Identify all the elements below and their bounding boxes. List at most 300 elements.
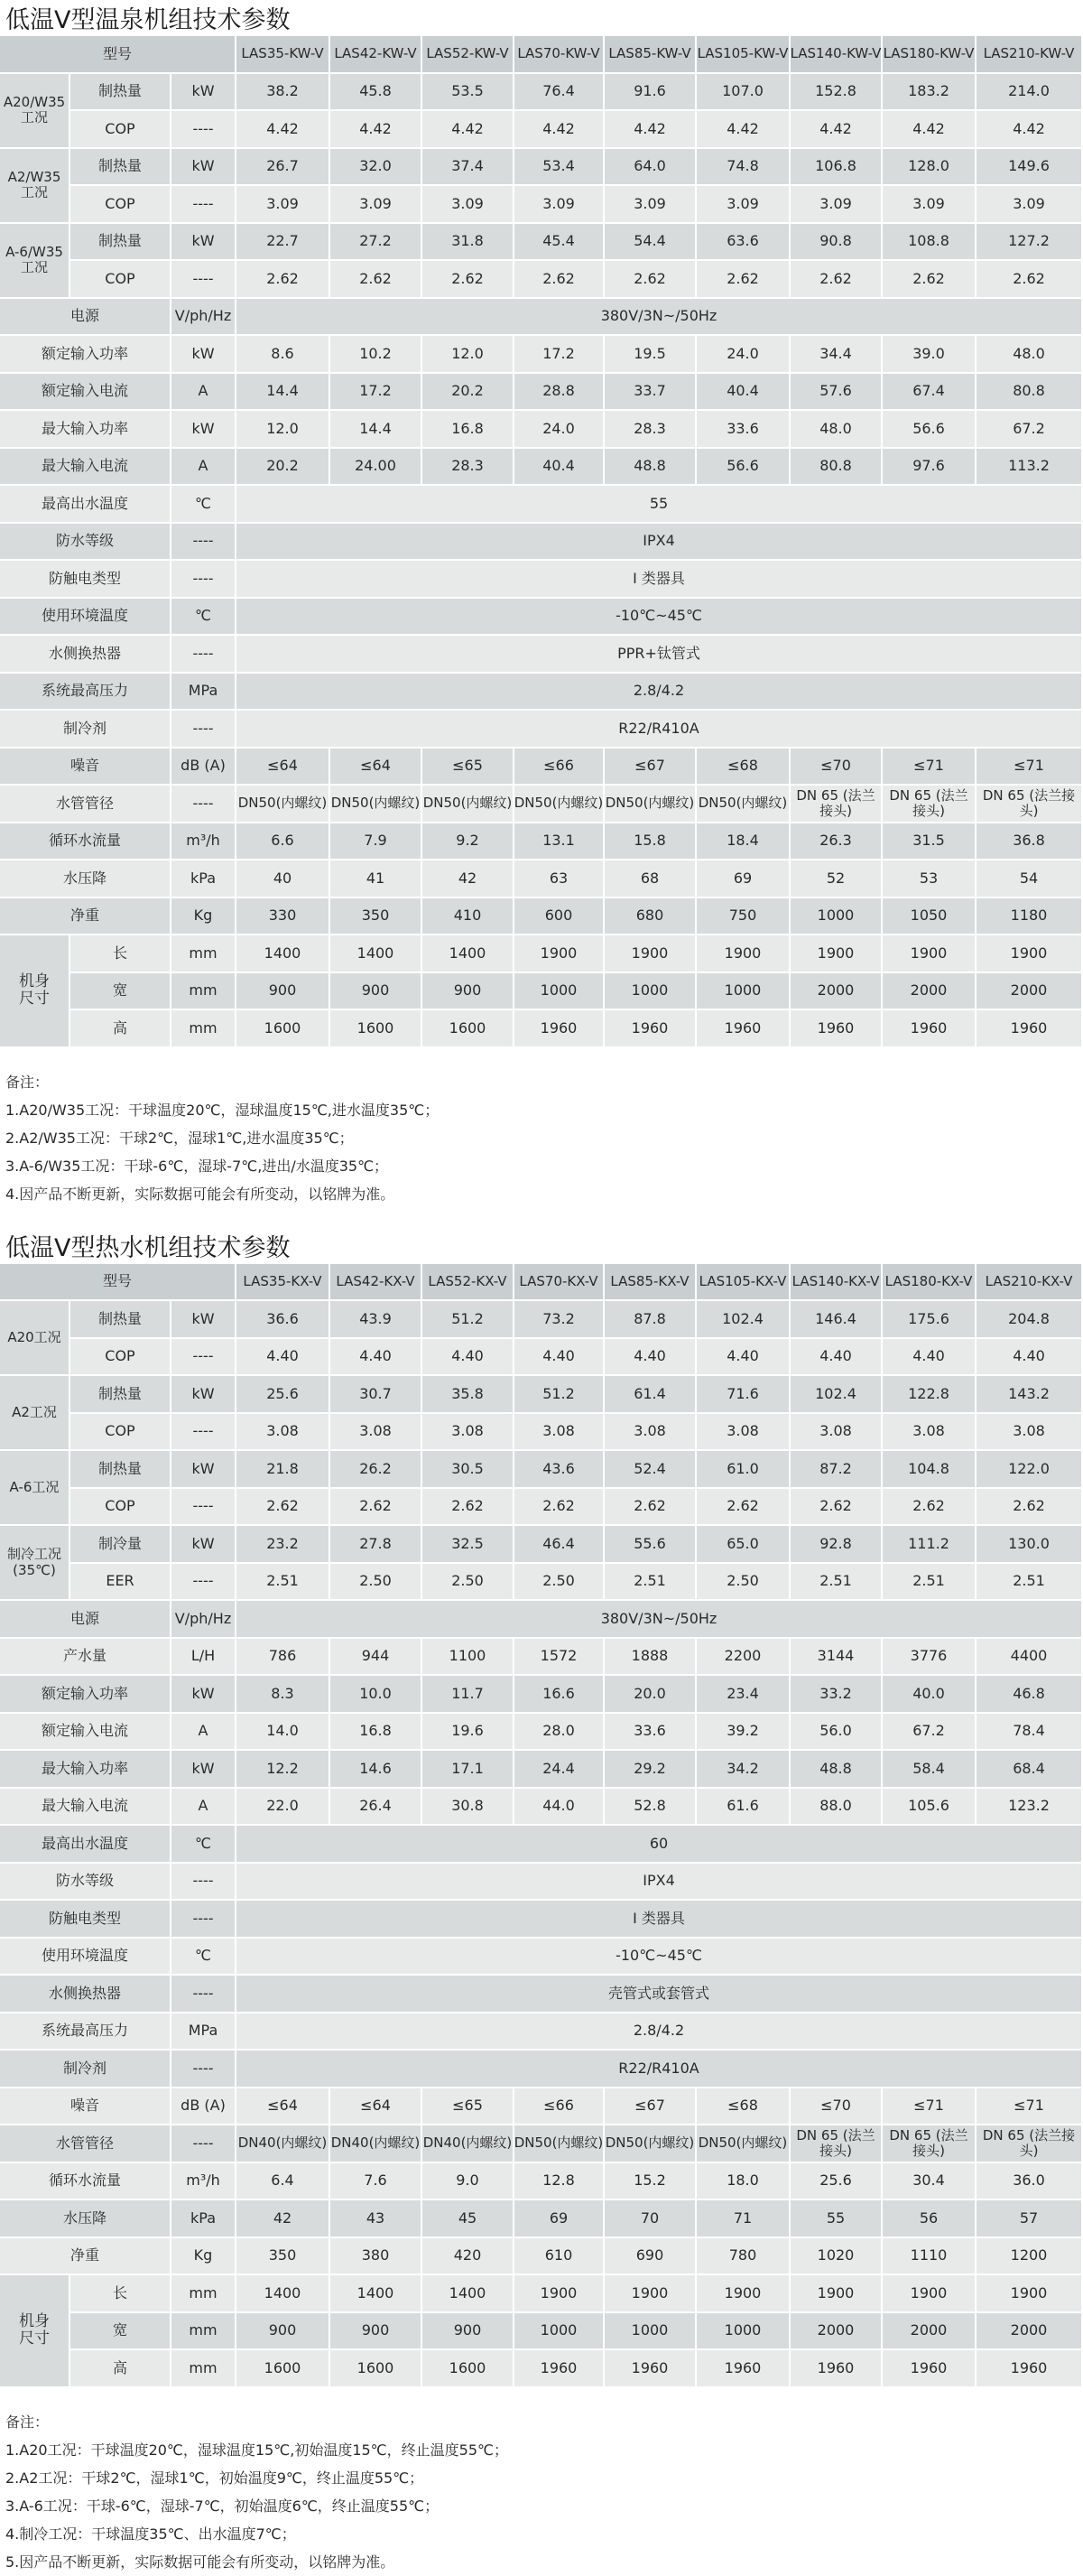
- spanned-value: R22/R410A: [236, 2051, 1083, 2087]
- value-cell: 63.6: [697, 224, 791, 260]
- value-cell: 900: [330, 2313, 422, 2349]
- table-row: [0, 2238, 1083, 2276]
- value-cell: DN 65 (法兰接头): [791, 786, 883, 822]
- model-name: LAS42-KX-V: [330, 1264, 422, 1300]
- value-cell: 107.0: [697, 74, 791, 110]
- table-row: [0, 299, 1083, 337]
- value-cell: 4.42: [977, 111, 1083, 147]
- row-unit: kW: [171, 411, 236, 447]
- value-cell: 4.42: [697, 111, 791, 147]
- value-cell: ≤65: [422, 2088, 514, 2125]
- value-cell: 71.6: [697, 1376, 791, 1412]
- value-cell: 1900: [883, 935, 977, 972]
- row-label: COP: [70, 1414, 171, 1450]
- table1-notes: [5, 1068, 439, 1208]
- row-label: 净重: [0, 898, 171, 935]
- value-cell: 1960: [791, 1010, 883, 1046]
- value-cell: 25.6: [236, 1376, 330, 1412]
- model-name: LAS210-KW-V: [977, 36, 1083, 72]
- value-cell: 3.09: [791, 186, 883, 222]
- row-label: 宽: [70, 2313, 171, 2349]
- value-cell: 3.09: [883, 186, 977, 222]
- row-unit: ----: [171, 2125, 236, 2162]
- value-cell: 4.40: [791, 1339, 883, 1375]
- value-cell: 10.2: [330, 336, 422, 372]
- table-row: [0, 449, 1083, 487]
- value-cell: 56.6: [883, 411, 977, 447]
- value-cell: 31.8: [422, 224, 514, 260]
- row-unit: kW: [171, 336, 236, 372]
- row-label: 最大输入功率: [0, 411, 171, 447]
- value-cell: 3.08: [422, 1414, 514, 1450]
- condition-group-label: A-6/W35工况: [0, 224, 70, 297]
- value-cell: 610: [514, 2238, 605, 2274]
- spanned-value: 380V/3N~/50Hz: [236, 1601, 1083, 1637]
- value-cell: 1400: [236, 2275, 330, 2311]
- value-cell: ≤67: [605, 749, 697, 785]
- value-cell: 35.8: [422, 1376, 514, 1412]
- value-cell: 2.62: [977, 261, 1083, 297]
- value-cell: 1050: [883, 898, 977, 935]
- row-unit: mm: [171, 2275, 236, 2311]
- row-label: COP: [70, 1339, 171, 1375]
- row-label: COP: [70, 1489, 171, 1525]
- value-cell: ≤67: [605, 2088, 697, 2125]
- value-cell: 43.6: [514, 1451, 605, 1487]
- value-cell: 1110: [883, 2238, 977, 2274]
- value-cell: 36.8: [977, 823, 1083, 860]
- value-cell: 2.50: [697, 1564, 791, 1600]
- table2-table: [0, 1264, 1083, 2388]
- row-label: 防触电类型: [0, 1901, 171, 1937]
- value-cell: 3.08: [977, 1414, 1083, 1450]
- value-cell: 73.2: [514, 1301, 605, 1337]
- row-unit: ----: [171, 711, 236, 747]
- model-name: LAS210-KX-V: [977, 1264, 1083, 1300]
- row-unit: L/H: [171, 1639, 236, 1675]
- row-unit: ----: [171, 1564, 236, 1600]
- value-cell: 12.0: [236, 411, 330, 447]
- value-cell: ≤70: [791, 749, 883, 785]
- value-cell: DN40(内螺纹): [236, 2125, 330, 2162]
- value-cell: 1600: [236, 1010, 330, 1046]
- value-cell: 2.62: [883, 1489, 977, 1525]
- value-cell: 26.2: [330, 1451, 422, 1487]
- value-cell: DN50(内螺纹): [236, 786, 330, 822]
- size-group-label: 机身尺寸: [0, 935, 70, 1046]
- value-cell: 74.8: [697, 149, 791, 185]
- table-row: [0, 1301, 1083, 1339]
- note-line: 5.因产品不断更新，实际数据可能会有所变动，以铭牌为准。: [5, 2553, 395, 2571]
- value-cell: 45: [422, 2200, 514, 2237]
- value-cell: 1900: [883, 2275, 977, 2311]
- value-cell: ≤71: [883, 2088, 977, 2125]
- value-cell: 32.0: [330, 149, 422, 185]
- note-line: 3.A-6/W35工况：干球-6℃，湿球-7℃,进出/水温度35℃；: [5, 1157, 389, 1175]
- value-cell: 39.0: [883, 336, 977, 372]
- value-cell: DN50(内螺纹): [697, 786, 791, 822]
- value-cell: 944: [330, 1639, 422, 1675]
- row-unit: ----: [171, 561, 236, 597]
- value-cell: 45.4: [514, 224, 605, 260]
- value-cell: 128.0: [883, 149, 977, 185]
- value-cell: 13.1: [514, 823, 605, 860]
- condition-group-label: 制冷工况(35℃): [0, 1526, 70, 1599]
- value-cell: 27.2: [330, 224, 422, 260]
- value-cell: 2.62: [791, 261, 883, 297]
- table-row: [0, 1714, 1083, 1752]
- value-cell: 67.2: [883, 1714, 977, 1750]
- table-row: [0, 1564, 1083, 1602]
- value-cell: 30.8: [422, 1789, 514, 1825]
- value-cell: 33.2: [791, 1676, 883, 1712]
- value-cell: 48.0: [977, 336, 1083, 372]
- value-cell: 2.62: [697, 1489, 791, 1525]
- table-row: [0, 599, 1083, 637]
- value-cell: DN50(内螺纹): [422, 786, 514, 822]
- value-cell: 152.8: [791, 74, 883, 110]
- model-name: LAS105-KX-V: [697, 1264, 791, 1300]
- value-cell: DN50(内螺纹): [330, 786, 422, 822]
- value-cell: 15.2: [605, 2163, 697, 2199]
- value-cell: 111.2: [883, 1526, 977, 1562]
- row-unit: kW: [171, 74, 236, 110]
- value-cell: 68: [605, 860, 697, 897]
- table-row: [0, 2163, 1083, 2201]
- value-cell: 32.5: [422, 1526, 514, 1562]
- value-cell: 750: [697, 898, 791, 935]
- row-unit: ----: [171, 186, 236, 222]
- value-cell: DN40(内螺纹): [330, 2125, 422, 2162]
- value-cell: 2.51: [236, 1564, 330, 1600]
- value-cell: 2.62: [697, 261, 791, 297]
- model-name: LAS85-KW-V: [605, 36, 697, 72]
- value-cell: DN50(内螺纹): [514, 2125, 605, 2162]
- value-cell: 600: [514, 898, 605, 935]
- table-row: [0, 1376, 1083, 1414]
- value-cell: 14.4: [236, 374, 330, 410]
- row-unit: kW: [171, 1376, 236, 1412]
- value-cell: 1888: [605, 1639, 697, 1675]
- value-cell: 3.09: [236, 186, 330, 222]
- value-cell: 1900: [791, 935, 883, 972]
- row-label: 最大输入电流: [0, 1789, 171, 1825]
- value-cell: ≤64: [330, 749, 422, 785]
- value-cell: 56.6: [697, 449, 791, 485]
- value-cell: 22.0: [236, 1789, 330, 1825]
- value-cell: 1960: [791, 2350, 883, 2386]
- note-line: 4.因产品不断更新，实际数据可能会有所变动，以铭牌为准。: [5, 1185, 395, 1203]
- note-line: 备注：: [5, 1073, 50, 1091]
- table-row: [0, 111, 1083, 149]
- table-row: [0, 711, 1083, 749]
- table-row: [0, 1489, 1083, 1527]
- value-cell: 16.8: [422, 411, 514, 447]
- row-label: 净重: [0, 2238, 171, 2274]
- table-row: [0, 786, 1083, 823]
- value-cell: 786: [236, 1639, 330, 1675]
- row-unit: ----: [171, 786, 236, 822]
- value-cell: 15.8: [605, 823, 697, 860]
- value-cell: 43.9: [330, 1301, 422, 1337]
- value-cell: 68.4: [977, 1751, 1083, 1787]
- table-row: [0, 224, 1083, 262]
- value-cell: 106.8: [791, 149, 883, 185]
- value-cell: 87.8: [605, 1301, 697, 1337]
- row-label: COP: [70, 261, 171, 297]
- condition-group-label: A20/W35工况: [0, 74, 70, 147]
- value-cell: 2.62: [422, 1489, 514, 1525]
- model-name: LAS52-KX-V: [422, 1264, 514, 1300]
- row-label: 长: [70, 2275, 171, 2311]
- table-row: [0, 1639, 1083, 1677]
- value-cell: 1400: [236, 935, 330, 972]
- spanned-value: -10℃~45℃: [236, 599, 1083, 635]
- model-name: LAS35-KW-V: [236, 36, 330, 72]
- row-label: EER: [70, 1564, 171, 1600]
- value-cell: DN50(内螺纹): [605, 2125, 697, 2162]
- value-cell: 7.6: [330, 2163, 422, 2199]
- spanned-value: 55: [236, 486, 1083, 522]
- value-cell: 4.42: [514, 111, 605, 147]
- table-row: [0, 2013, 1083, 2051]
- value-cell: 2.62: [514, 1489, 605, 1525]
- row-label: 制热量: [70, 224, 171, 260]
- value-cell: 2.62: [791, 1489, 883, 1525]
- value-cell: 1960: [883, 1010, 977, 1046]
- value-cell: 1960: [605, 1010, 697, 1046]
- table-row: [0, 149, 1083, 187]
- row-unit: ℃: [171, 486, 236, 522]
- value-cell: 24.0: [514, 411, 605, 447]
- value-cell: 1600: [330, 1010, 422, 1046]
- value-cell: 183.2: [883, 74, 977, 110]
- value-cell: 380: [330, 2238, 422, 2274]
- table-row: [0, 1939, 1083, 1976]
- row-label: 水压降: [0, 860, 171, 897]
- value-cell: 87.2: [791, 1451, 883, 1487]
- table-row: [0, 1864, 1083, 1902]
- table-row: [0, 973, 1083, 1011]
- value-cell: 25.6: [791, 2163, 883, 2199]
- value-cell: 10.0: [330, 1676, 422, 1712]
- value-cell: ≤66: [514, 749, 605, 785]
- table-row: [0, 1526, 1083, 1564]
- value-cell: 76.4: [514, 74, 605, 110]
- value-cell: DN50(内螺纹): [697, 2125, 791, 2162]
- table-row: [0, 2313, 1083, 2351]
- value-cell: 2.50: [330, 1564, 422, 1600]
- row-label: 防水等级: [0, 1864, 171, 1900]
- value-cell: 1960: [977, 2350, 1083, 2386]
- row-unit: Kg: [171, 2238, 236, 2274]
- row-label: 最大输入电流: [0, 449, 171, 485]
- row-unit: m³/h: [171, 2163, 236, 2199]
- value-cell: 97.6: [883, 449, 977, 485]
- value-cell: 4.42: [791, 111, 883, 147]
- model-name: LAS105-KW-V: [697, 36, 791, 72]
- value-cell: DN 65 (法兰接头): [883, 2125, 977, 2162]
- value-cell: 108.8: [883, 224, 977, 260]
- value-cell: ≤68: [697, 749, 791, 785]
- row-unit: mm: [171, 1010, 236, 1046]
- value-cell: 12.0: [422, 336, 514, 372]
- value-cell: 57: [977, 2200, 1083, 2237]
- value-cell: 23.2: [236, 1526, 330, 1562]
- value-cell: 12.2: [236, 1751, 330, 1787]
- value-cell: 4.42: [330, 111, 422, 147]
- value-cell: 48.8: [791, 1751, 883, 1787]
- row-unit: V/ph/Hz: [171, 299, 236, 335]
- value-cell: 18.4: [697, 823, 791, 860]
- row-label: 系统最高压力: [0, 674, 171, 710]
- row-unit: kW: [171, 1751, 236, 1787]
- table-row: [0, 1826, 1083, 1864]
- value-cell: 900: [422, 2313, 514, 2349]
- value-cell: 4.40: [605, 1339, 697, 1375]
- table-row: [0, 2088, 1083, 2126]
- value-cell: 2.62: [330, 261, 422, 297]
- row-unit: A: [171, 374, 236, 410]
- value-cell: 4.40: [697, 1339, 791, 1375]
- value-cell: 28.8: [514, 374, 605, 410]
- value-cell: 330: [236, 898, 330, 935]
- value-cell: 6.4: [236, 2163, 330, 2199]
- table-row: [0, 2275, 1083, 2313]
- value-cell: 56: [883, 2200, 977, 2237]
- row-label: 额定输入功率: [0, 336, 171, 372]
- value-cell: 26.7: [236, 149, 330, 185]
- spanned-value: I 类器具: [236, 561, 1083, 597]
- value-cell: 1020: [791, 2238, 883, 2274]
- value-cell: 6.6: [236, 823, 330, 860]
- spanned-value: R22/R410A: [236, 711, 1083, 747]
- row-label: 制热量: [70, 1376, 171, 1412]
- value-cell: DN 65 (法兰接头): [977, 786, 1083, 822]
- row-label: 制热量: [70, 1301, 171, 1337]
- table-row: [0, 524, 1083, 562]
- value-cell: 146.4: [791, 1301, 883, 1337]
- value-cell: ≤71: [977, 749, 1083, 785]
- model-name: LAS180-KW-V: [883, 36, 977, 72]
- row-label: 水管管径: [0, 2125, 171, 2162]
- row-unit: A: [171, 1789, 236, 1825]
- value-cell: 2.62: [977, 1489, 1083, 1525]
- value-cell: 78.4: [977, 1714, 1083, 1750]
- value-cell: ≤64: [236, 2088, 330, 2125]
- value-cell: 1572: [514, 1639, 605, 1675]
- table-row: [0, 2125, 1083, 2163]
- table-row: [0, 749, 1083, 786]
- value-cell: 21.8: [236, 1451, 330, 1487]
- value-cell: 54: [977, 860, 1083, 897]
- value-cell: 130.0: [977, 1526, 1083, 1562]
- row-unit: kW: [171, 1451, 236, 1487]
- condition-group-label: A2/W35工况: [0, 149, 70, 222]
- value-cell: 4.40: [330, 1339, 422, 1375]
- value-cell: 1180: [977, 898, 1083, 935]
- value-cell: 33.7: [605, 374, 697, 410]
- value-cell: 2.62: [236, 1489, 330, 1525]
- size-group-label: 机身尺寸: [0, 2275, 70, 2386]
- row-label: 最高出水温度: [0, 1826, 171, 1862]
- value-cell: 92.8: [791, 1526, 883, 1562]
- value-cell: 46.8: [977, 1676, 1083, 1712]
- value-cell: 41: [330, 860, 422, 897]
- row-unit: kW: [171, 149, 236, 185]
- note-line: 备注：: [5, 2413, 50, 2431]
- value-cell: 1900: [697, 2275, 791, 2311]
- value-cell: 2.62: [605, 261, 697, 297]
- value-cell: 42: [422, 860, 514, 897]
- value-cell: 3.09: [422, 186, 514, 222]
- value-cell: 40.4: [697, 374, 791, 410]
- table1-table: [0, 36, 1083, 1048]
- value-cell: 1960: [697, 2350, 791, 2386]
- value-cell: 3.08: [697, 1414, 791, 1450]
- value-cell: 91.6: [605, 74, 697, 110]
- table-row: [0, 1451, 1083, 1489]
- value-cell: 1000: [605, 2313, 697, 2349]
- value-cell: 20.2: [422, 374, 514, 410]
- row-label: COP: [70, 111, 171, 147]
- value-cell: 680: [605, 898, 697, 935]
- value-cell: 23.4: [697, 1676, 791, 1712]
- row-label: COP: [70, 186, 171, 222]
- row-label: 水管管径: [0, 786, 171, 822]
- row-label: 制热量: [70, 74, 171, 110]
- value-cell: 38.2: [236, 74, 330, 110]
- model-name: LAS35-KX-V: [236, 1264, 330, 1300]
- value-cell: 57.6: [791, 374, 883, 410]
- value-cell: 1960: [514, 2350, 605, 2386]
- value-cell: 52.4: [605, 1451, 697, 1487]
- row-unit: MPa: [171, 674, 236, 710]
- value-cell: 204.8: [977, 1301, 1083, 1337]
- table2-notes: [5, 2408, 508, 2576]
- model-name: LAS180-KX-V: [883, 1264, 977, 1300]
- table-row: [0, 486, 1083, 524]
- table-row: [0, 74, 1083, 112]
- value-cell: 4.42: [236, 111, 330, 147]
- value-cell: 14.6: [330, 1751, 422, 1787]
- value-cell: 24.0: [697, 336, 791, 372]
- row-unit: ----: [171, 1339, 236, 1375]
- value-cell: 33.6: [697, 411, 791, 447]
- value-cell: 27.8: [330, 1526, 422, 1562]
- value-cell: 1900: [791, 2275, 883, 2311]
- value-cell: 51.2: [422, 1301, 514, 1337]
- value-cell: 20.2: [236, 449, 330, 485]
- note-line: 1.A20/W35工况：干球温度20℃，湿球温度15℃,进水温度35℃；: [5, 1101, 440, 1119]
- value-cell: 2.50: [514, 1564, 605, 1600]
- value-cell: 69: [514, 2200, 605, 2237]
- value-cell: 29.2: [605, 1751, 697, 1787]
- value-cell: 1000: [791, 898, 883, 935]
- row-label: 防触电类型: [0, 561, 171, 597]
- value-cell: 22.7: [236, 224, 330, 260]
- value-cell: 1900: [605, 2275, 697, 2311]
- row-label: 高: [70, 1010, 171, 1046]
- value-cell: 61.6: [697, 1789, 791, 1825]
- value-cell: 3776: [883, 1639, 977, 1675]
- row-unit: kPa: [171, 2200, 236, 2237]
- value-cell: 127.2: [977, 224, 1083, 260]
- row-unit: mm: [171, 2313, 236, 2349]
- table-row: [0, 1789, 1083, 1827]
- model-name: LAS52-KW-V: [422, 36, 514, 72]
- row-unit: mm: [171, 973, 236, 1009]
